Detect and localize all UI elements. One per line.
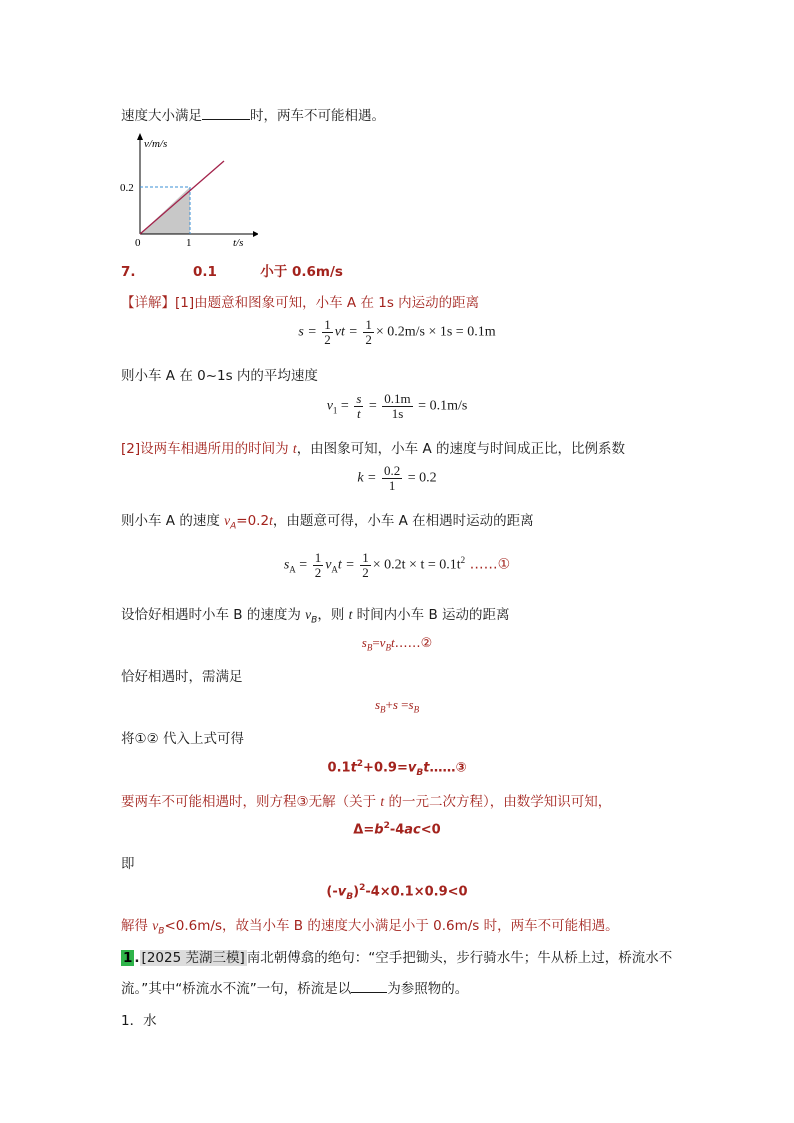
source-tag: [2025 芜湖三模] xyxy=(141,950,245,966)
equation-9: $(-v_B)^2-4\times 0.1\times 0.9<0$ xyxy=(326,883,468,902)
equation-6: $s_B+s =s_B$ xyxy=(374,697,420,715)
detail-paragraph-10: 解得 $v_B<0.6m/s$，故当小车 B 的速度大小满足小于 0.6m/s 时，两车不可能相遇。 xyxy=(121,918,619,937)
question-tail-post: 时，两车不可能相遇。 xyxy=(250,108,385,124)
question-number: 1 xyxy=(123,950,133,966)
question-1-answer: 1．水 xyxy=(121,1013,157,1029)
detail-text-1: [1]由题意和图象可知，小车 A 在 1s 内运动的距离 xyxy=(175,295,480,311)
detail-paragraph-9: 即 xyxy=(121,856,135,872)
detail-paragraph-3: [2]设两车相遇所用的时间为 t，由图象可知，小车 A 的速度与时间成正比，比例系数 xyxy=(121,441,626,457)
detail-paragraph-8: 要两车不可能相遇时，则方程③无解（关于 t 的一元二次方程），由数学知识可知， xyxy=(121,794,612,810)
equation-5: $s_B=v_Bt\dots\dots ②$ xyxy=(361,635,433,653)
y-tick-label: 0.2 xyxy=(120,182,134,194)
equation-2: $v_1$ = $\frac{s}{t}$ = $\frac{0.1m}{1s}$ = 0.1m/s xyxy=(326,391,468,421)
detail-paragraph-4: 则小车 A 的速度 $v_A=0.2t$，由题意可得，小车 A 在相遇时运动的距离 xyxy=(121,513,534,532)
answer-blank xyxy=(202,107,250,120)
detail-paragraph-5: 设恰好相遇时小车 B 的速度为 $v_B$，则 t 时间内小车 B 运动的距离 xyxy=(121,607,510,626)
detail-paragraph-1 xyxy=(121,291,479,311)
answer-part-2: 小于 0.6m/s xyxy=(260,264,343,280)
x-tick-label: 1 xyxy=(186,237,192,249)
answer-number: 7. xyxy=(121,264,136,280)
answer-blank xyxy=(351,980,387,993)
x-axis-label: t/s xyxy=(233,237,244,249)
detail-paragraph-7: 将①② 代入上式可得 xyxy=(121,731,244,747)
question-1-line-2: 流。”其中“桥流水不流”一句，桥流是以 为参照物的。 xyxy=(121,981,469,997)
equation-1: s = $\frac{1}{2}$ vt = $\frac{1}{2}$ × 0.2m/s × 1s = 0.1m xyxy=(298,317,496,347)
question-1-line-1: 1 . [2025 芜湖三模] 南北朝傅翕的绝句：“空手把锄头，步行骑水牛；牛从桥上过，桥流水不 xyxy=(123,950,673,966)
answer-7 xyxy=(121,260,343,280)
velocity-time-graph xyxy=(118,132,258,250)
origin-label: 0 xyxy=(135,237,141,249)
equation-8: $\Delta=b^2-4ac<0$ xyxy=(353,821,441,838)
detail-tag: 【详解】 xyxy=(121,295,175,311)
equation-3: k = $\frac{0.2}{1}$ = 0.2 xyxy=(357,463,437,493)
question-tail-line xyxy=(121,104,385,124)
detail-paragraph-2: 则小车 A 在 0~1s 内的平均速度 xyxy=(121,368,318,384)
y-axis-arrow xyxy=(137,133,143,140)
x-axis-arrow xyxy=(253,231,258,237)
y-axis-label: v/m/s xyxy=(144,138,168,150)
question-tail-pre: 速度大小满足 xyxy=(121,108,202,124)
equation-7: $0.1t^2+0.9=v_Bt\dots\dots ③$ xyxy=(327,759,467,778)
equation-4: $s_A$ = $\frac{1}{2}$ $v_At$ = $\frac{1}{2}$ × $0.2t \times t = 0.1t^2$ ……① xyxy=(283,550,511,580)
detail-paragraph-6: 恰好相遇时，需满足 xyxy=(121,669,243,685)
answer-part-1: 0.1 xyxy=(192,264,217,280)
